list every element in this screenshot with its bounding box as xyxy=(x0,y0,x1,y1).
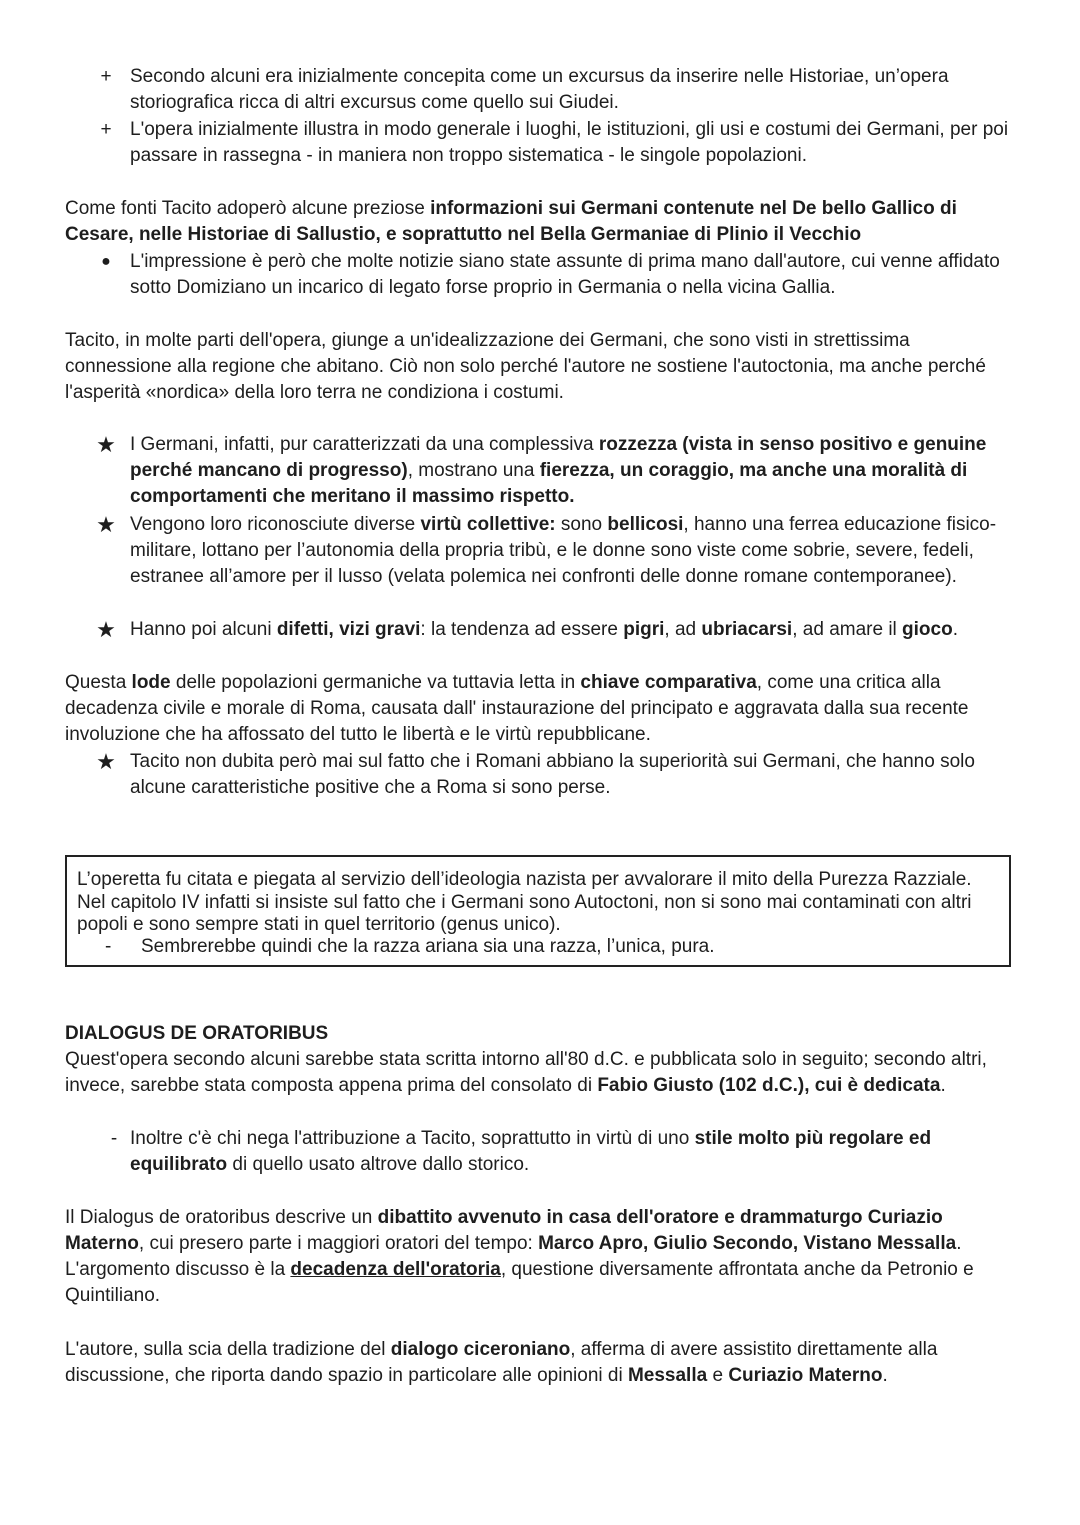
intro-item-luoghi: L'opera inizialmente illustra in modo generale i luoghi, le istituzioni, gli usi e costumi dei Germani, per poi passare in rassegna - in maniera non troppo sistematica - le singole popolazioni. xyxy=(130,119,1009,166)
box-text: L’operetta fu citata e piegata al servizio dell’ideologia nazista per avvalorare il mito della Purezza Razziale. Nel capitolo IV infatti si insiste sul fatto che i Germani sono Autoctoni, non si sono mai contaminati con altri popoli e sono sempre stati in quel territorio (genus unico). xyxy=(77,869,972,935)
dialogus-paragraph-dating: Quest'opera secondo alcuni sarebbe stata scritta intorno all'80 d.C. e pubblicata solo in seguito; secondo altri, invece, sarebbe stata composta appena prima del consolato di Fabio Giusto (102 d.C.), cui è dedicata. xyxy=(65,1049,987,1096)
dialogus-paragraph-author: L'autore, sulla scia della tradizione del dialogo ciceroniano, afferma di avere assistito direttamente alla discussione, che riporta dando spazio in particolare alle opinioni di Messalla e Curiazio Materno. xyxy=(65,1339,938,1386)
dialogus-item-attribution: Inoltre c'è chi nega l'attribuzione a Tacito, soprattutto in virtù di uno stile molto più regolare ed equilibrato di quello usato altrove dallo storico. xyxy=(130,1128,932,1175)
star-item-virtu: Vengono loro riconosciute diverse virtù collettive: sono bellicosi, hanno una ferrea educazione fisico-militare, lottano per l’autonomia della propria tribù, e le donne sono viste come sobrie, severe, fedeli, estranee all’amore per il lusso (velata polemica nei confronti delle donne romane contemporanee). xyxy=(130,514,997,587)
plus-bullet-icon: + xyxy=(100,119,112,140)
ideal-paragraph: Tacito, in molte parti dell'opera, giunge a un'idealizzazione dei Germani, che sono visti in strettissima connessione alla regione che abitano. Ciò non solo perché l'autore ne sostiene l'autoctonia, ma anche perché l'asperità «nordica» della loro terra ne condiziona i costumi. xyxy=(65,330,986,403)
star-bullet-icon: ★ xyxy=(96,749,116,774)
dash-bullet-icon: - xyxy=(105,936,112,957)
star-item-rozzezza: I Germani, infatti, pur caratterizzati da una complessiva rozzezza (vista in senso positivo e genuine perché mancano di progresso), mostrano una fierezza, un coraggio, ma anche una moralità di comportamenti che meritano il massimo rispetto. xyxy=(130,434,987,507)
star-bullet-icon: ★ xyxy=(96,617,116,642)
dash-bullet-icon: - xyxy=(110,1128,118,1149)
dialogus-paragraph-debate: Il Dialogus de oratoribus descrive un dibattito avvenuto in casa dell'oratore e drammaturgo Curiazio Materno, cui presero parte i maggiori oratori del tempo: Marco Apro, Giulio Secondo, Vistano Messalla. L'argomento discusso è la decadenza dell'oratoria, questione diversamente affrontata anche da Petronio e Quintiliano. xyxy=(65,1207,974,1306)
section-title: DIALOGUS DE ORATORIBUS xyxy=(65,1023,329,1044)
star-item-difetti: Hanno poi alcuni difetti, vizi gravi: la tendenza ad essere pigri, ad ubriacarsi, ad amare il gioco. xyxy=(130,619,958,640)
star-bullet-icon: ★ xyxy=(96,512,116,537)
fonti-paragraph: Come fonti Tacito adoperò alcune preziose informazioni sui Germani contenute nel De bello Gallico di Cesare, nelle Historiae di Sallustio, e soprattutto nel Bella Germaniae di Plinio il Vecchio xyxy=(65,198,957,245)
nazi-ideology-note-box xyxy=(65,855,1011,967)
star-bullet-icon: ★ xyxy=(96,432,116,457)
fonti-bullet: L'impressione è però che molte notizie siano state assunte di prima mano dall'autore, cui venne affidato sotto Domiziano un incarico di legato forse proprio in Germania o nella vicina Gallia. xyxy=(130,251,1000,298)
lode-paragraph: Questa lode delle popolazioni germaniche va tuttavia letta in chiave comparativa, come una critica alla decadenza civile e morale di Roma, causata dall' instaurazione del principato e aggravata dalla sua recente involuzione che ha affossato del tutto le libertà e le virtù repubblicane. xyxy=(65,672,969,745)
plus-bullet-icon: + xyxy=(100,66,112,87)
lode-star-item: Tacito non dubita però mai sul fatto che i Romani abbiano la superiorità sui Germani, che hanno solo alcune caratteristiche positive che a Roma si sono perse. xyxy=(130,751,975,798)
box-item: Sembrerebbe quindi che la razza ariana sia una razza, l’unica, pura. xyxy=(141,936,715,957)
round-bullet-icon: ● xyxy=(101,253,111,270)
intro-item-excursus: Secondo alcuni era inizialmente concepita come un excursus da inserire nelle Historiae, un’opera storiografica ricca di altri excursus come quello sui Giudei. xyxy=(130,66,949,113)
